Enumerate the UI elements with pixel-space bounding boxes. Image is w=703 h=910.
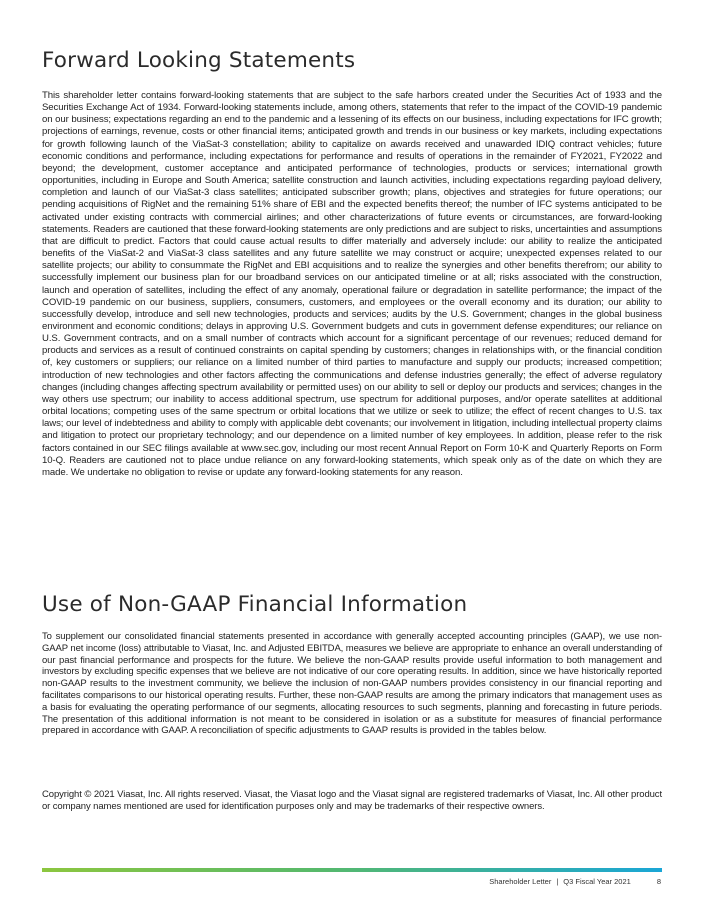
forward-looking-paragraph: This shareholder letter contains forward-looking statements that are subject to the safe harbors created under the Securities Act of 1933 and the Securities Exchange Act of 1934. Forward-looking statements include, among others, statements that refer to the impact of the COVID-19 pandemic on our business; expectations regarding an end to the pandemic and a lessening of its effects on our business, including expectations for IFC growth; projections of earnings, revenue, costs or other financial items; anticipated growth and trends in our business or key markets, including expectations for growth following launch of the ViaSat-3 constellation; ability to capitalize on awards received and unawarded IDIQ contract vehicles; future economic conditions and performance, including expectations for performance and results of operations in the remainder of FY2021, FY2022 and beyond; the development, customer acceptance and anticipated performance of technologies, products or services; international growth opportunities, including in Europe and South America; satellite construction and launch activities, including expectations regarding payload delivery, completion and launch of our ViaSat-3 class satellites; anticipated subscriber growth; plans, objectives and strategies for future operations; our pending acquisitions of RigNet and the remaining 51% share of EBI and the expected benefits thereof; the number of IFC systems anticipated to be activated under existing contracts with commercial airlines; and other characterizations of future events or circumstances, are forward-looking statements. Readers are cautioned that these forward-looking statements are only predictions and are subject to risks, uncertainties and assumptions that are difficult to predict. Factors that could cause actual results to differ materially and adversely include: our ability to realize the anticipated benefits of the ViaSat-2 and ViaSat-3 class satellites and any future satellite we may construct or acquire; unexpected expenses related to our satellite projects; our ability to consummate the RigNet and EBI acquisitions and to realize the synergies and other benefits therefrom; our ability to successfully implement our business plan for our broadband services on our anticipated timeline or at all; risks associated with the construction, launch and operation of satellites, including the effect of any anomaly, operational failure or degradation in satellite performance; the impact of the COVID-19 pandemic on our business, suppliers, consumers, customers, and employees or the overall economy and its duration; our ability to successfully develop, introduce and sell new technologies, products and services; audits by the U.S. Government; changes in the global business environment and economic conditions; delays in approving U.S. Government budgets and cuts in government defense expenditures; our reliance on U.S. Government contracts, and on a small number of contracts which account for a significant percentage of our revenues; reduced demand for products and services as a result of continued constraints on capital spending by customers; changes in relationships with, or the financial condition of, key customers or suppliers; our reliance on a limited number of third parties to manufacture and supply our products; increased competition; introduction of new technologies and other factors affecting the communications and defense industries generally; the effect of adverse regulatory changes (including changes affecting spectrum availability or permitted uses) on our ability to sell or deploy our products and services; changes in the way others use spectrum; our inability to access additional spectrum, use spectrum for additional purposes, and/or operate satellites at additional orbital locations; competing uses of the same spectrum or orbital locations that we utilize or seek to utilize; the effect of recent changes to U.S. tax laws; our level of indebtedness and ability to comply with applicable debt covenants; our involvement in litigation, including intellectual property claims and litigation to protect our proprietary technology; and our dependence on a limited number of key employees. In addition, please refer to the risk factors contained in our SEC filings available at www.sec.gov, including our most recent Annual Report on Form 10-K and Quarterly Reports on Form 10-Q. Readers are cautioned not to place undue reliance on any forward-looking statements, which speak only as of the date on which they are made. We undertake no obligation to revise or update any forward-looking statements for any reason. [42,90,662,478]
footer-page-number: 8 [656,877,661,886]
footer-accent-bar [42,868,662,872]
copyright-paragraph: Copyright © 2021 Viasat, Inc. All rights reserved. Viasat, the Viasat logo and the Viasat signal are registered trademarks of Viasat, Inc. All other product or company names mentioned are used for identification purposes only and may be trademarks of their respective owners. [42,789,662,812]
section-title-non-gaap: Use of Non-GAAP Financial Information [42,592,468,617]
footer-separator: | [556,877,559,886]
page-footer [489,877,661,886]
footer-document-name: Shareholder Letter [489,877,552,886]
footer-period: Q3 Fiscal Year 2021 [563,877,631,886]
non-gaap-paragraph: To supplement our consolidated financial statements presented in accordance with generally accepted accounting principles (GAAP), we use non-GAAP net income (loss) attributable to Viasat, Inc. and Adjusted EBITDA, measures we believe are appropriate to enhance an overall understanding of our past financial performance and prospects for the future. We believe the non-GAAP results provide useful information to both management and investors by excluding specific expenses that we believe are not indicative of our core operating results. In addition, since we have historically reported non-GAAP results to the investment community, we believe the inclusion of non-GAAP numbers provides consistency in our financial reporting and facilitates comparisons to our historical operating results. Further, these non-GAAP results are among the primary indicators that management uses as a basis for evaluating the operating performance of our segments, allocating resources to such segments, planning and forecasting in future periods. The presentation of this additional information is not meant to be considered in isolation or as a substitute for measures of financial performance prepared in accordance with GAAP. A reconciliation of specific adjustments to GAAP results is provided in the tables below. [42,631,662,737]
section-title-forward-looking: Forward Looking Statements [42,48,356,73]
